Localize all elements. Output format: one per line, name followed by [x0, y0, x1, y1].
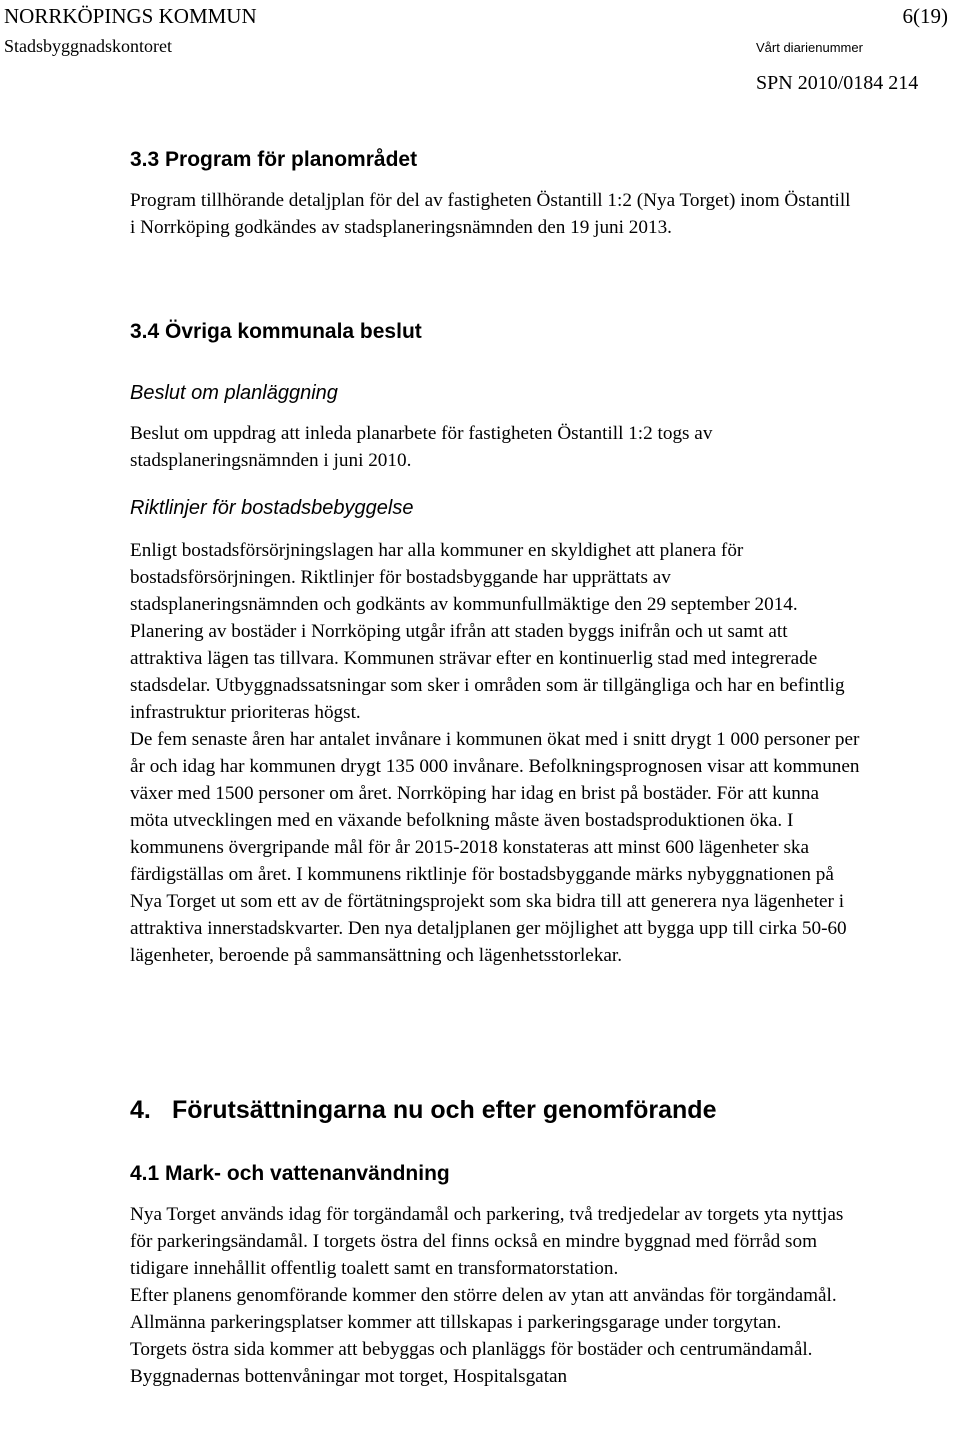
- subheading-riktlinjer: Riktlinjer för bostadsbebyggelse: [130, 497, 414, 519]
- section-4-1-body: [130, 1201, 860, 1390]
- section-3-4-body-2: [130, 537, 860, 969]
- page-number: 6(19): [902, 4, 948, 28]
- subheading-planlaggning: Beslut om planläggning: [130, 382, 338, 404]
- section-3-4-heading: 3.4 Övriga kommunala beslut: [130, 320, 422, 343]
- office-name: Stadsbyggnadskontoret: [4, 36, 172, 56]
- section-title: Förutsättningarna nu och efter genomförande: [172, 1096, 717, 1124]
- paragraph: De fem senaste åren har antalet invånare i kommunen ökat med i snitt drygt 1 000 personer per år och idag har kommunen drygt 135 000 invånare. Befolkningsprognosen visar att kommunen växer med 1500 personer om året. Norrköping har idag en brist på bostäder. För att kunna möta utvecklingen med en växande befolkning måste även bostadsproduktionen öka. I kommunens övergripande mål för år 2015-2018 konstateras att minst 600 lägenheter ska färdigställas om året. I kommunens riktlinje för bostadsbyggande märks nybyggnationen på Nya Torget ut som ett av de förtätningsprojekt som ska bidra till att generera nya lägenheter i attraktiva innerstadskvarter. Den nya detaljplanen ger möjlighet att bygga upp till cirka 50-60 lägenheter, beroende på sammansättning och lägenhetsstorlekar.: [130, 729, 860, 966]
- section-number: 4.: [130, 1096, 151, 1124]
- section-3-3-body: [130, 187, 860, 241]
- diarie-number: SPN 2010/0184 214: [756, 72, 919, 94]
- section-3-4-body-1: [130, 420, 860, 474]
- section-4-heading: [130, 1096, 716, 1125]
- organization-name: NORRKÖPINGS KOMMUN: [4, 4, 257, 28]
- paragraph: Beslut om uppdrag att inleda planarbete för fastigheten Östantill 1:2 togs av stadsplaneringsnämnden i juni 2010.: [130, 423, 713, 471]
- paragraph: Efter planens genomförande kommer den större delen av ytan att användas för torgändamål. Allmänna parkeringsplatser kommer att tillskapas i parkeringsgarage under torgytan.: [130, 1285, 837, 1333]
- paragraph: Program tillhörande detaljplan för del av fastigheten Östantill 1:2 (Nya Torget) inom Östantill i Norrköping godkändes av stadsplaneringsnämnden den 19 juni 2013.: [130, 190, 851, 238]
- paragraph: Torgets östra sida kommer att bebyggas och planläggs för bostäder och centrumändamål. Byggnadernas bottenvåningar mot torget, Hospitalsgatan: [130, 1339, 813, 1387]
- paragraph: Nya Torget används idag för torgändamål och parkering, två tredjedelar av torgets yta nyttjas för parkeringsändamål. I torgets östra del finns också en mindre byggnad med förråd som tidigare innehållit offentlig toalett samt en transformatorstation.: [130, 1204, 844, 1279]
- section-3-3-heading: 3.3 Program för planområdet: [130, 148, 418, 171]
- section-4-1-heading: 4.1 Mark- och vattenanvändning: [130, 1162, 450, 1185]
- diarie-label: Vårt diarienummer: [756, 40, 863, 55]
- paragraph: Enligt bostadsförsörjningslagen har alla kommuner en skyldighet att planera för bostadsförsörjningen. Riktlinjer för bostadsbyggande har upprättats av stadsplaneringsnämnden och godkänts av kommunfullmäktige den 29 september 2014. Planering av bostäder i Norrköping utgår ifrån att staden byggs inifrån och ut samt att attraktiva lägen tas tillvara. Kommunen strävar efter en kontinuerlig stad med integrerade stadsdelar. Utbyggnadssatsningar som sker i områden som är tillgängliga och har en befintlig infrastruktur prioriteras högst.: [130, 540, 845, 723]
